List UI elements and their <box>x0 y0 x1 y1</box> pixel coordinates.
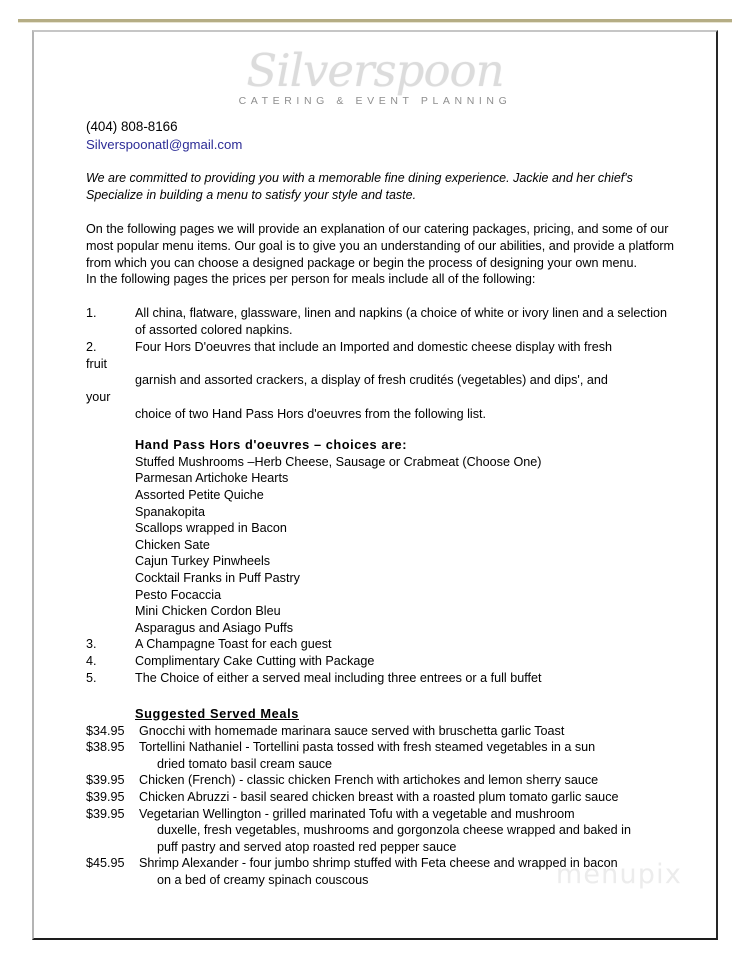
list-item-text: All china, flatware, glassware, linen and napkins (a choice of white or ivory linen and a selection of assorted colored napkins. <box>135 306 668 337</box>
list-item-text: Complimentary Cake Cutting with Package <box>135 654 375 669</box>
meal-price: $45.95 <box>86 856 125 871</box>
meal-description: Shrimp Alexander - four jumbo shrimp stuffed with Feta cheese and wrapped in bacon <box>139 856 618 871</box>
list-item <box>86 305 680 339</box>
hand-pass-item: Spanakopita <box>135 504 206 519</box>
list-item-continuation: garnish and assorted crackers, a display of fresh crudités (vegetables) and dips', and <box>135 373 608 388</box>
list-item-text: A Champagne Toast for each guest <box>135 637 332 652</box>
meal-row <box>86 789 680 806</box>
meal-price: $39.95 <box>86 806 125 821</box>
hand-pass-section <box>135 436 680 637</box>
list-item-text: Four Hors D'oeuvres that include an Imported and domestic cheese display with fresh <box>135 339 613 354</box>
intro-italic-paragraph: We are committed to providing you with a memorable fine dining experience. Jackie and her chief's Specialize in building a menu to satisfy your style and taste. <box>86 171 633 202</box>
hand-pass-item: Parmesan Artichoke Hearts <box>135 471 289 486</box>
meal-description-continuation: duxelle, fresh vegetables, mushrooms and gorgonzola cheese wrapped and baked in <box>157 823 631 838</box>
menupix-watermark: menupix <box>555 859 682 890</box>
list-item <box>86 670 680 687</box>
list-item <box>86 653 680 670</box>
hand-pass-item: Stuffed Mushrooms –Herb Cheese, Sausage or Crabmeat (Choose One) <box>135 454 542 469</box>
paragraph-inclusions-lead: In the following pages the prices per person for meals include all of the following: <box>86 272 536 287</box>
document-content <box>34 32 716 938</box>
list-item-number: 3. <box>86 637 97 652</box>
hand-pass-item: Mini Chicken Cordon Bleu <box>135 604 281 619</box>
meal-description: Chicken (French) - classic chicken French with artichokes and lemon sherry sauce <box>139 773 599 788</box>
list-item-text: The Choice of either a served meal including three entrees or a full buffet <box>135 670 542 685</box>
meal-description-continuation: on a bed of creamy spinach couscous <box>157 873 369 888</box>
meal-row <box>86 772 680 789</box>
meal-row <box>86 723 680 740</box>
hand-pass-heading: Hand Pass Hors d'oeuvres – choices are: <box>135 436 408 452</box>
hanging-word-your: your <box>86 390 111 405</box>
hand-pass-item: Asparagus and Asiago Puffs <box>135 620 293 635</box>
meal-description-continuation: puff pastry and served atop roasted red pepper sauce <box>157 839 457 854</box>
meal-description: Chicken Abruzzi - basil seared chicken breast with a roasted plum tomato garlic sauce <box>139 790 619 805</box>
hand-pass-item: Assorted Petite Quiche <box>135 487 264 502</box>
inclusions-list <box>86 305 680 687</box>
top-rule-decoration <box>18 19 732 22</box>
contact-phone: (404) 808-8166 <box>86 119 178 134</box>
meal-description: Vegetarian Wellington - grilled marinated Tofu with a vegetable and mushroom <box>139 806 575 821</box>
meal-description: Tortellini Nathaniel - Tortellini pasta tossed with fresh steamed vegetables in a sun <box>139 740 596 755</box>
hanging-word-fruit: fruit <box>86 356 107 371</box>
list-item-number: 4. <box>86 654 97 669</box>
suggested-meals-heading: Suggested Served Meals <box>135 705 299 721</box>
hand-pass-item: Pesto Focaccia <box>135 587 222 602</box>
hand-pass-item: Scallops wrapped in Bacon <box>135 521 287 536</box>
list-item-number: 1. <box>86 306 97 321</box>
hand-pass-item: Cocktail Franks in Puff Pastry <box>135 570 300 585</box>
meal-row <box>86 739 680 756</box>
list-item-continuation: choice of two Hand Pass Hors d'oeuvres from the following list. <box>135 406 486 421</box>
company-logo <box>34 32 716 118</box>
hand-pass-item: Cajun Turkey Pinwheels <box>135 554 271 569</box>
meal-price: $34.95 <box>86 723 125 738</box>
list-item-number: 5. <box>86 670 97 685</box>
logo-script-name: Silverspoon <box>246 44 504 97</box>
meal-row <box>86 806 680 823</box>
hand-pass-item: Chicken Sate <box>135 537 210 552</box>
contact-email[interactable]: Silverspoonatl@gmail.com <box>86 136 243 152</box>
logo-tagline: CATERING & EVENT PLANNING <box>238 95 512 107</box>
meal-price: $38.95 <box>86 740 125 755</box>
paragraph-overview: On the following pages we will provide an explanation of our catering packages, pricing, and some of our most popular menu items. Our goal is to give you an understanding of our abilities, and provide a platform from which you can choose a designed package or begin the process of designing your own menu. <box>86 222 675 270</box>
meal-price: $39.95 <box>86 773 125 788</box>
meal-description: Gnocchi with homemade marinara sauce served with bruschetta garlic Toast <box>139 723 565 738</box>
meal-description-continuation: dried tomato basil cream sauce <box>157 756 332 771</box>
meal-price: $39.95 <box>86 790 125 805</box>
list-item <box>86 636 680 653</box>
list-item <box>86 339 680 356</box>
list-item-number: 2. <box>86 339 97 354</box>
